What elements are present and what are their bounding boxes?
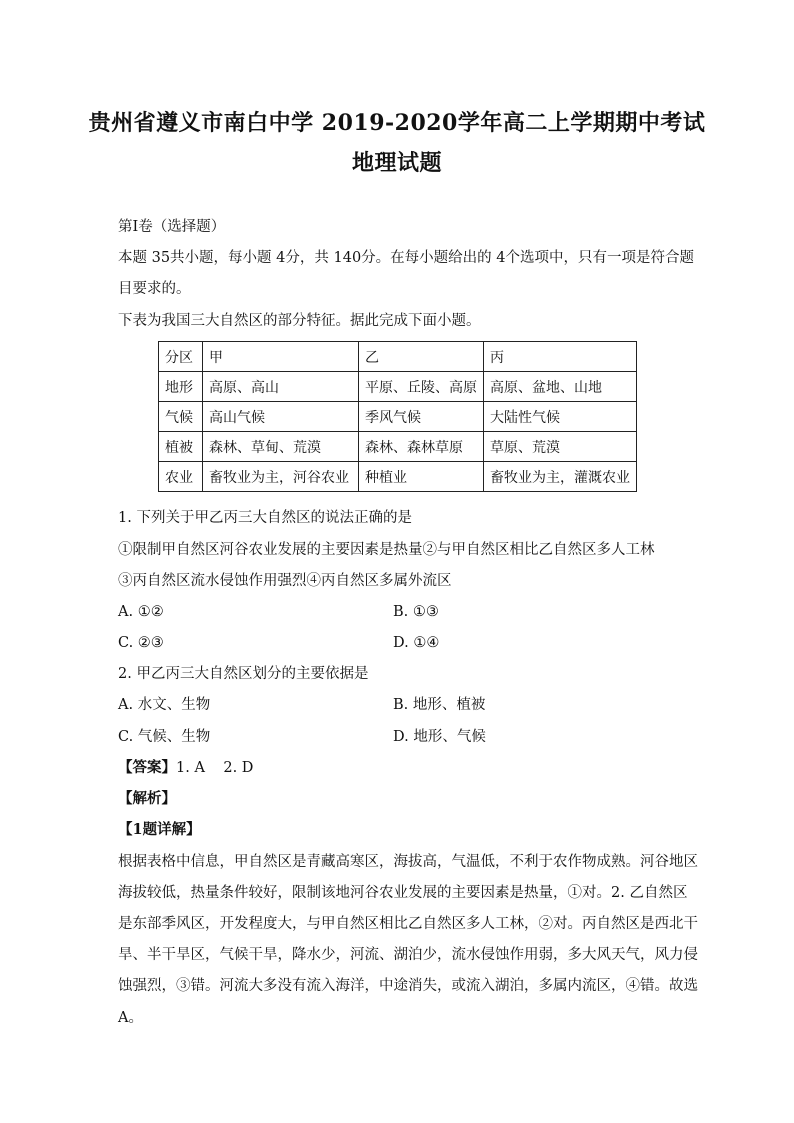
table-row <box>159 402 637 432</box>
table-cell: 季风气候 <box>359 402 484 432</box>
table-header-cell: 分区 <box>159 342 203 372</box>
table-header-cell: 甲 <box>203 342 359 372</box>
table-cell: 草原、荒漠 <box>484 432 637 462</box>
detail-line-4: 旱、半干旱区，气候干旱，降水少，河流、湖泊少，流水侵蚀作用弱，多大风天气，风力侵 <box>118 947 698 963</box>
table-cell: 农业 <box>159 462 203 492</box>
detail-line-1: 根据表格中信息，甲自然区是青藏高寒区，海拔高，气温低，不利于农作物成熟。河谷地区 <box>118 854 698 870</box>
table-cell: 畜牧业为主，河谷农业 <box>203 462 359 492</box>
question-1-option-d: D. ①④ <box>393 635 440 651</box>
question-1-statements-2: ③丙自然区流水侵蚀作用强烈④丙自然区多属外流区 <box>118 573 452 589</box>
detail-line-2: 海拔较低，热量条件较好，限制该地河谷农业发展的主要因素是热量，①对。2. 乙自然区 <box>118 885 688 901</box>
document-title: 贵州省遵义市南白中学 2019-2020学年高二上学期期中考试 <box>88 110 706 136</box>
detail-line-3: 是东部季风区，开发程度大，与甲自然区相比乙自然区多人工林，②对。丙自然区是西北干 <box>118 916 698 932</box>
detail-line-6: A。 <box>118 1010 143 1026</box>
table-cell: 种植业 <box>359 462 484 492</box>
question-2-option-a: A. 水文、生物 <box>118 697 211 713</box>
question-2-option-d: D. 地形、气候 <box>393 729 486 745</box>
table-cell: 畜牧业为主，灌溉农业 <box>484 462 637 492</box>
detail-label: 【1题详解】 <box>118 821 201 838</box>
detail-line-5: 蚀强烈，③错。河流大多没有流入海洋，中途消失，或流入湖泊，多属内流区，④错。故选 <box>118 978 698 994</box>
table-cell: 大陆性气候 <box>484 402 637 432</box>
question-1-option-c: C. ②③ <box>118 635 164 651</box>
natural-regions-table <box>158 341 637 492</box>
section-heading: 第I卷（选择题） <box>118 219 226 235</box>
table-cell: 高原、高山 <box>203 372 359 402</box>
intro-line-3: 下表为我国三大自然区的部分特征。据此完成下面小题。 <box>118 313 481 329</box>
answer-label: 【答案】 <box>118 759 176 776</box>
table-cell: 平原、丘陵、高原 <box>359 372 484 402</box>
question-1-statements-1: ①限制甲自然区河谷农业发展的主要因素是热量②与甲自然区相比乙自然区多人工林 <box>118 542 655 558</box>
table-cell: 高山气候 <box>203 402 359 432</box>
question-1-stem: 1. 下列关于甲乙丙三大自然区的说法正确的是 <box>118 510 412 526</box>
answer-value: 1. A 2. D <box>176 760 254 776</box>
table-row <box>159 432 637 462</box>
intro-line-1: 本题 35共小题，每小题 4分，共 140分。在每小题给出的 4个选项中，只有一项是符合题 <box>118 250 695 266</box>
table-cell: 气候 <box>159 402 203 432</box>
question-2-stem: 2. 甲乙丙三大自然区划分的主要依据是 <box>118 666 369 682</box>
table-row <box>159 372 637 402</box>
table-row <box>159 462 637 492</box>
table-header-row <box>159 342 637 372</box>
analysis-label: 【解析】 <box>118 790 176 807</box>
table-header-cell: 丙 <box>484 342 637 372</box>
table-cell: 高原、盆地、山地 <box>484 372 637 402</box>
table-cell: 森林、森林草原 <box>359 432 484 462</box>
question-1-option-b: B. ①③ <box>393 604 439 620</box>
document-subtitle: 地理试题 <box>351 150 442 176</box>
table-cell: 森林、草甸、荒漠 <box>203 432 359 462</box>
answer-line <box>118 758 678 778</box>
question-2-option-c: C. 气候、生物 <box>118 729 211 745</box>
question-1-option-a: A. ①② <box>118 604 164 620</box>
table-cell: 地形 <box>159 372 203 402</box>
intro-line-2: 目要求的。 <box>118 281 191 297</box>
question-2-option-b: B. 地形、植被 <box>393 697 486 713</box>
table-cell: 植被 <box>159 432 203 462</box>
table-header-cell: 乙 <box>359 342 484 372</box>
